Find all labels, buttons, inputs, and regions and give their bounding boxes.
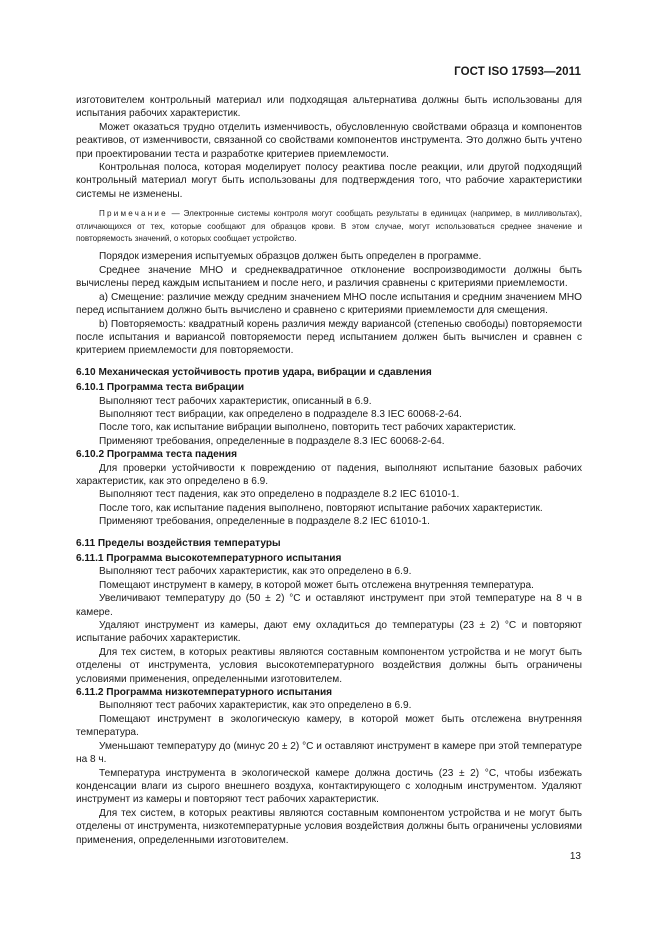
note-label: Примечание [99,209,168,219]
paragraph: Увеличивают температуру до (50 ± 2) °С и оставляют инструмент при этой температуре на 8 ч в камере. [76,593,582,618]
paragraph: Выполняют тест рабочих характеристик, описанный в 6.9. [99,395,372,407]
paragraph: После того, как испытание падения выполнено, повторяют испытание рабочих характеристик. [99,502,543,514]
paragraph: Для тех систем, в которых реактивы являются составным компонентом устройства и не могут быть отделены от инструмента, низкотемпературные условия воздействия должны быть ограничены условиями применения, определенными изготовителем. [76,807,582,846]
paragraph: Среднее значение МНО и среднеквадратичное отклонение воспроизводимости должны быть вычислены перед каждым испытанием и после него, и различия сравнены с критериями приемлемости. [76,264,582,290]
section-heading: 6.11 Пределы воздействия температуры [76,537,281,549]
paragraph: Выполняют тест падения, как это определено в подразделе 8.2 IEC 61010-1. [99,489,460,501]
note-text: — Электронные системы контроля могут сообщать результаты в единицах (например, в милливольтах), отличающихся от тех, которые сообщают для образцов крови. В этом случае, могут использоваться среднее значение и повторяемость значений, о которых сообщает устройство. [76,209,582,244]
paragraph: Для тех систем, в которых реактивы являются составным компонентом устройства и не могут быть отделены от инструмента, условия высокотемпературного воздействия должны быть ограничены условиями применения, определенными изготовителем. [76,646,582,685]
paragraph: Контрольная полоса, которая моделирует полосу реактива после реакции, или другой подходящий контрольный материал могут быть использованы для подтверждения того, что рабочие характеристики системы не изменены. [76,162,582,200]
paragraph: Выполняют тест рабочих характеристик, как это определено в 6.9. [99,700,412,712]
paragraph: Применяют требования, определенные в подразделе 8.3 IEC 60068-2-64. [99,435,445,447]
paragraph: После того, как испытание вибрации выполнено, повторить тест рабочих характеристик. [99,422,517,434]
paragraph: Может оказаться трудно отделить изменчивость, обусловленную свойствами образца и компонентов реактивов, от изменчивости, связанной со свойствами компонентов инструмента. Это должно быть учтено при проектировании теста и разработке критериев приемлемости. [76,121,582,160]
list-item: a) Смещение: различие между средним значением МНО после испытания и средним значением МНО перед испытанием должно быть вычислено и сравнено с критериями приемлемости для смещения. [76,291,582,317]
paragraph: Выполняют тест рабочих характеристик, как это определено в 6.9. [99,566,412,578]
section-heading: 6.10 Механическая устойчивость против удара, вибрации и сдавления [76,366,432,378]
paragraph: Помещают инструмент в камеру, в которой может быть отслежена внутренняя температура. [99,579,534,591]
paragraph: Уменьшают температуру до (минус 20 ± 2) °С и оставляют инструмент в камере при этой температуре на 8 ч. [76,740,582,766]
paragraph: Выполняют тест вибрации, как определено в подразделе 8.3 IEC 60068-2-64. [99,408,462,420]
subsection-heading: 6.10.2 Программа теста падения [76,449,237,461]
document-body [76,94,582,847]
subsection-heading: 6.10.1 Программа теста вибрации [76,382,245,394]
paragraph: Применяют требования, определенные в подразделе 8.2 IEC 61010-1. [99,516,430,528]
page-number: 13 [569,851,581,862]
list-item: b) Повторяемость: квадратный корень различия между варианcой (степенью свободы) повторяемости после испытания и варианcой повторяемости перед испытанием должен быть вычислен и сравнен с критерием приемлемости для повторяемости. [76,318,582,357]
paragraph: Для проверки устойчивости к повреждению от падения, выполняют испытание базовых рабочих характеристик, как это определено в 6.9. [76,462,582,487]
subsection-heading: 6.11.2 Программа низкотемпературного испытания [76,687,333,699]
note [76,208,582,245]
paragraph: изготовителем контрольный материал или подходящая альтернатива должны быть использованы для испытания рабочих характеристик. [76,95,582,120]
subsection-heading: 6.11.1 Программа высокотемпературного испытания [76,553,342,564]
paragraph: Помещают инструмент в экологическую камеру, в которой может быть отслежена внутренняя температура. [76,713,582,739]
paragraph: Удаляют инструмент из камеры, дают ему охладиться до температуры (23 ± 2) °С и повторяют испытание рабочих характеристик. [76,620,582,645]
document-header: ГОСТ ISO 17593—2011 [454,66,581,78]
paragraph: Порядок измерения испытуемых образцов должен быть определен в программе. [99,251,482,263]
paragraph: Температура инструмента в экологической камере должна достичь (23 ± 2) °С, чтобы избежать конденсации влаги из сырого внешнего воздуха, контактирующего с холодным инструментом. Удаляют инструмент из камеры и повторяют тест рабочих характеристик. [76,767,582,806]
